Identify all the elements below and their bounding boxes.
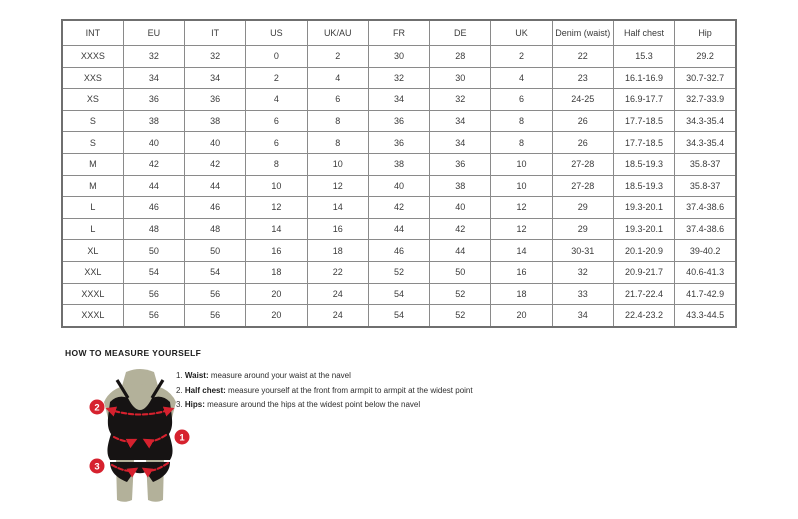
table-cell: 36 [368,110,429,132]
table-cell: 34 [185,67,246,89]
table-cell: 37.4-38.6 [675,197,736,219]
table-cell: 10 [491,153,552,175]
table-cell: 52 [368,261,429,283]
size-chart-table [61,19,737,328]
table-cell: 24 [307,283,368,305]
table-cell: 56 [123,283,184,305]
table-cell: 24-25 [552,89,613,111]
table-cell: 34.3-35.4 [675,132,736,154]
column-header: Denim (waist) [552,20,613,46]
table-cell: L [62,197,123,219]
column-header: EU [123,20,184,46]
table-cell: 2 [246,67,307,89]
table-cell: 29 [552,197,613,219]
table-cell: 19.3-20.1 [613,197,674,219]
column-header: UK/AU [307,20,368,46]
column-header: INT [62,20,123,46]
table-cell: 50 [185,240,246,262]
badge-1-label: 1 [179,432,185,444]
table-cell: 54 [368,305,429,327]
table-cell: 28 [430,46,491,68]
table-cell: 14 [491,240,552,262]
badge-3-label: 3 [94,461,100,473]
table-row [62,197,736,219]
table-cell: 8 [307,110,368,132]
table-cell: 4 [307,67,368,89]
table-cell: 34.3-35.4 [675,110,736,132]
table-cell: 20 [491,305,552,327]
column-header: FR [368,20,429,46]
table-cell: M [62,175,123,197]
table-cell: 15.3 [613,46,674,68]
table-row [62,261,736,283]
table-cell: 29 [552,218,613,240]
table-cell: 32 [430,89,491,111]
table-cell: L [62,218,123,240]
table-cell: 42 [368,197,429,219]
table-cell: 32 [123,46,184,68]
table-cell: 26 [552,132,613,154]
column-header: Half chest [613,20,674,46]
table-cell: 32.7-33.9 [675,89,736,111]
table-row [62,89,736,111]
table-cell: 56 [185,283,246,305]
table-cell: 40 [123,132,184,154]
table-cell: 16.9-17.7 [613,89,674,111]
table-cell: 12 [307,175,368,197]
table-cell: 36 [185,89,246,111]
table-cell: 34 [430,132,491,154]
table-cell: 10 [491,175,552,197]
instruction-number: 2. [176,385,183,395]
table-cell: 17.7-18.5 [613,132,674,154]
table-cell: 48 [123,218,184,240]
table-cell: 36 [368,132,429,154]
table-row [62,46,736,68]
table-cell: 52 [430,283,491,305]
table-cell: 18 [246,261,307,283]
table-cell: 6 [491,89,552,111]
table-cell: 8 [307,132,368,154]
table-cell: 36 [430,153,491,175]
table-cell: XXXS [62,46,123,68]
table-cell: 41.7-42.9 [675,283,736,305]
table-cell: 8 [246,153,307,175]
table-cell: 22 [307,261,368,283]
table-cell: 35.8-37 [675,175,736,197]
table-cell: 6 [246,132,307,154]
column-header: US [246,20,307,46]
table-cell: 27-28 [552,175,613,197]
table-cell: 44 [430,240,491,262]
table-cell: 42 [430,218,491,240]
table-cell: 18.5-19.3 [613,175,674,197]
table-cell: 34 [552,305,613,327]
table-cell: 44 [368,218,429,240]
table-cell: 24 [307,305,368,327]
table-cell: 14 [246,218,307,240]
table-cell: 48 [185,218,246,240]
table-cell: 21.7-22.4 [613,283,674,305]
table-cell: 50 [123,240,184,262]
table-cell: XXXL [62,283,123,305]
table-cell: 18 [307,240,368,262]
table-cell: 44 [123,175,184,197]
table-cell: 42 [185,153,246,175]
instruction-term: Hips: [184,400,205,409]
instruction-term: Half chest: [184,385,226,395]
table-cell: 2 [307,46,368,68]
table-cell: M [62,153,123,175]
measure-instruction-hips [176,401,473,410]
table-cell: 12 [491,218,552,240]
badge-2-label: 2 [94,402,100,414]
instruction-text: measure around the hips at the widest point below the navel [204,400,421,409]
table-cell: 46 [185,197,246,219]
table-cell: 40 [185,132,246,154]
table-cell: 46 [368,240,429,262]
table-cell: 38 [430,175,491,197]
table-cell: 44 [185,175,246,197]
table-cell: 54 [185,261,246,283]
table-cell: 12 [491,197,552,219]
table-cell: 8 [491,132,552,154]
table-cell: 43.3-44.5 [675,305,736,327]
table-cell: 16 [307,218,368,240]
table-cell: 36 [123,89,184,111]
table-cell: 30-31 [552,240,613,262]
table-cell: 30 [368,46,429,68]
table-cell: 30.7-32.7 [675,67,736,89]
table-cell: 17.7-18.5 [613,110,674,132]
column-header: UK [491,20,552,46]
table-cell: XXL [62,261,123,283]
table-cell: 23 [552,67,613,89]
table-cell: 33 [552,283,613,305]
table-cell: 39-40.2 [675,240,736,262]
how-to-measure-title: HOW TO MEASURE YOURSELF [65,348,202,358]
table-cell: 10 [307,153,368,175]
table-cell: 50 [430,261,491,283]
measure-instructions [176,372,473,416]
table-cell: 14 [307,197,368,219]
table-cell: 35.8-37 [675,153,736,175]
table-row [62,110,736,132]
table-cell: 8 [491,110,552,132]
column-header: DE [430,20,491,46]
table-cell: 34 [430,110,491,132]
table-cell: 38 [368,153,429,175]
table-cell: 40.6-41.3 [675,261,736,283]
instruction-number: 1. [176,371,183,380]
table-cell: 29.2 [675,46,736,68]
instruction-number: 3. [176,400,183,409]
table-cell: 20.1-20.9 [613,240,674,262]
table-cell: 26 [552,110,613,132]
table-cell: 32 [368,67,429,89]
table-cell: 18 [491,283,552,305]
table-cell: 38 [185,110,246,132]
table-row [62,283,736,305]
instruction-text: measure around your waist at the navel [208,371,351,380]
table-cell: 34 [123,67,184,89]
table-cell: 32 [552,261,613,283]
table-cell: 6 [246,110,307,132]
table-cell: 20 [246,305,307,327]
table-cell: 4 [491,67,552,89]
table-cell: 30 [430,67,491,89]
table-cell: 54 [123,261,184,283]
table-row [62,305,736,327]
table-cell: 22.4-23.2 [613,305,674,327]
measure-instruction-half-chest [176,387,473,396]
column-header: IT [185,20,246,46]
table-cell: 20.9-21.7 [613,261,674,283]
table-cell: 20 [246,283,307,305]
instruction-text: measure yourself at the front from armpit to armpit at the widest point [225,385,473,395]
column-header: Hip [675,20,736,46]
table-cell: 12 [246,197,307,219]
size-chart-header-row [62,20,736,46]
table-row [62,67,736,89]
table-cell: 52 [430,305,491,327]
table-cell: 0 [246,46,307,68]
table-cell: 34 [368,89,429,111]
table-cell: 2 [491,46,552,68]
table-cell: 16.1-16.9 [613,67,674,89]
table-cell: 56 [185,305,246,327]
table-cell: 22 [552,46,613,68]
table-cell: 37.4-38.6 [675,218,736,240]
table-cell: 16 [246,240,307,262]
table-cell: 40 [430,197,491,219]
table-cell: 56 [123,305,184,327]
table-row [62,132,736,154]
table-row [62,240,736,262]
instruction-term: Waist: [184,371,209,380]
table-cell: 18.5-19.3 [613,153,674,175]
table-cell: XXXL [62,305,123,327]
table-cell: 10 [246,175,307,197]
table-cell: XS [62,89,123,111]
table-cell: 42 [123,153,184,175]
table-cell: S [62,132,123,154]
table-cell: XL [62,240,123,262]
table-cell: XXS [62,67,123,89]
table-row [62,153,736,175]
table-cell: 32 [185,46,246,68]
table-cell: 46 [123,197,184,219]
table-cell: 27-28 [552,153,613,175]
table-cell: 6 [307,89,368,111]
table-cell: S [62,110,123,132]
table-cell: 40 [368,175,429,197]
measure-instruction-waist [176,372,473,381]
table-cell: 16 [491,261,552,283]
table-cell: 4 [246,89,307,111]
table-row [62,175,736,197]
table-cell: 38 [123,110,184,132]
table-row [62,218,736,240]
table-cell: 19.3-20.1 [613,218,674,240]
table-cell: 54 [368,283,429,305]
